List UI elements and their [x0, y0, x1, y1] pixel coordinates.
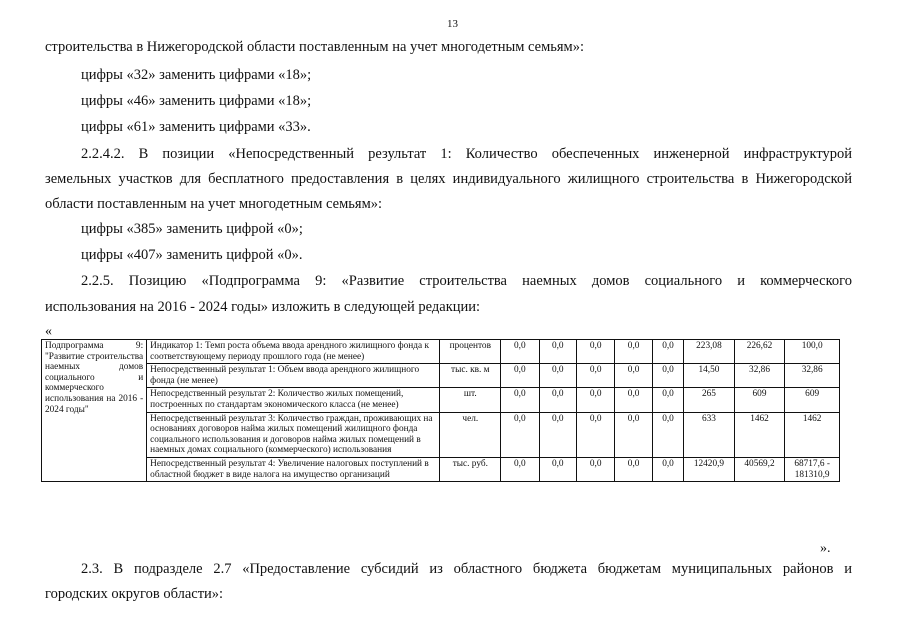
paragraph-line: 2.2.4.2. В позиции «Непосредственный результат 1: Количество обеспеченных инженерной инфраструктурой	[81, 146, 852, 162]
table-row	[42, 340, 840, 364]
table-row	[42, 388, 840, 412]
indicator-cell: Непосредственный результат 3: Количество граждан, проживающих на основаниях договоров найма жилых помещений жилищного фонда социального использования и договоров найма жилых помещений в наемных домах социального (коммерческого) использования	[147, 412, 440, 457]
paragraph-line: городских округов области»:	[45, 586, 224, 602]
value-cell: 40569,2	[734, 457, 785, 481]
value-cell: 0,0	[501, 457, 539, 481]
value-cell: 0,0	[615, 364, 652, 388]
program-table	[41, 339, 840, 482]
value-cell: 0,0	[652, 457, 683, 481]
value-cell: 0,0	[652, 412, 683, 457]
value-cell: 0,0	[501, 364, 539, 388]
value-cell: 0,0	[615, 457, 652, 481]
unit-cell: тыс. руб.	[440, 457, 501, 481]
value-cell: 32,86	[734, 364, 785, 388]
table-row	[42, 457, 840, 481]
unit-cell: чел.	[440, 412, 501, 457]
value-cell: 633	[684, 412, 735, 457]
page-number: 13	[447, 18, 458, 30]
value-cell: 609	[785, 388, 840, 412]
value-cell: 609	[734, 388, 785, 412]
paragraph-line: земельных участков для бесплатного предоставления в целях индивидуального жилищного строительства в Нижегородской	[45, 171, 852, 187]
quote-open: «	[45, 324, 52, 339]
paragraph-line: области поставленным на учет многодетным семьям»:	[45, 196, 383, 212]
value-cell: 0,0	[501, 388, 539, 412]
value-cell: 100,0	[785, 340, 840, 364]
paragraph-line: цифры «32» заменить цифрами «18»;	[81, 67, 312, 83]
table-row	[42, 364, 840, 388]
program-name-cell: Подпрограмма 9: "Развитие строительства наемных домов социального и коммерческого использования на 2016 - 2024 годы"	[42, 340, 147, 482]
value-cell: 0,0	[615, 388, 652, 412]
value-cell: 0,0	[576, 388, 614, 412]
paragraph-line: использования на 2016 - 2024 годы» изложить в следующей редакции:	[45, 299, 481, 315]
value-cell: 0,0	[539, 364, 576, 388]
value-cell: 0,0	[576, 412, 614, 457]
unit-cell: тыс. кв. м	[440, 364, 501, 388]
paragraph-line: цифры «385» заменить цифрой «0»;	[81, 221, 303, 237]
value-cell: 265	[684, 388, 735, 412]
value-cell: 223,08	[684, 340, 735, 364]
paragraph-line: 2.2.5. Позицию «Подпрограмма 9: «Развитие строительства наемных домов социального и коммерческого	[81, 273, 852, 289]
quote-close: ».	[820, 541, 831, 556]
value-cell: 0,0	[615, 340, 652, 364]
value-cell: 32,86	[785, 364, 840, 388]
value-cell: 0,0	[576, 340, 614, 364]
value-cell: 0,0	[539, 457, 576, 481]
paragraph-line: цифры «46» заменить цифрами «18»;	[81, 93, 312, 109]
paragraph-line: цифры «61» заменить цифрами «33».	[81, 119, 311, 135]
value-cell: 0,0	[652, 388, 683, 412]
value-cell: 0,0	[576, 457, 614, 481]
value-cell: 12420,9	[684, 457, 735, 481]
value-cell: 0,0	[576, 364, 614, 388]
value-cell: 0,0	[501, 412, 539, 457]
value-cell: 0,0	[539, 412, 576, 457]
value-cell: 14,50	[684, 364, 735, 388]
value-cell: 0,0	[652, 340, 683, 364]
indicator-cell: Индикатор 1: Темп роста объема ввода арендного жилищного фонда к соответствующему периоду прошлого года (не менее)	[147, 340, 440, 364]
value-cell: 1462	[785, 412, 840, 457]
indicator-cell: Непосредственный результат 2: Количество жилых помещений, построенных по стандартам экономического класса (не менее)	[147, 388, 440, 412]
value-cell: 0,0	[615, 412, 652, 457]
indicator-cell: Непосредственный результат 1: Объем ввода арендного жилищного фонда (не менее)	[147, 364, 440, 388]
value-cell: 1462	[734, 412, 785, 457]
unit-cell: процентов	[440, 340, 501, 364]
value-cell: 0,0	[539, 340, 576, 364]
unit-cell: шт.	[440, 388, 501, 412]
value-cell: 0,0	[501, 340, 539, 364]
paragraph-line: строительства в Нижегородской области поставленным на учет многодетным семьям»:	[45, 39, 584, 55]
indicator-cell: Непосредственный результат 4: Увеличение налоговых поступлений в областной бюджет в виде налога на имущество организаций	[147, 457, 440, 481]
paragraph-line: цифры «407» заменить цифрой «0».	[81, 247, 303, 263]
table-row	[42, 412, 840, 457]
value-cell: 226,62	[734, 340, 785, 364]
value-cell: 0,0	[539, 388, 576, 412]
paragraph-line: 2.3. В подразделе 2.7 «Предоставление субсидий из областного бюджета бюджетам муниципальных районов и	[81, 561, 852, 577]
value-cell: 0,0	[652, 364, 683, 388]
value-cell: 68717,6 - 181310,9	[785, 457, 840, 481]
